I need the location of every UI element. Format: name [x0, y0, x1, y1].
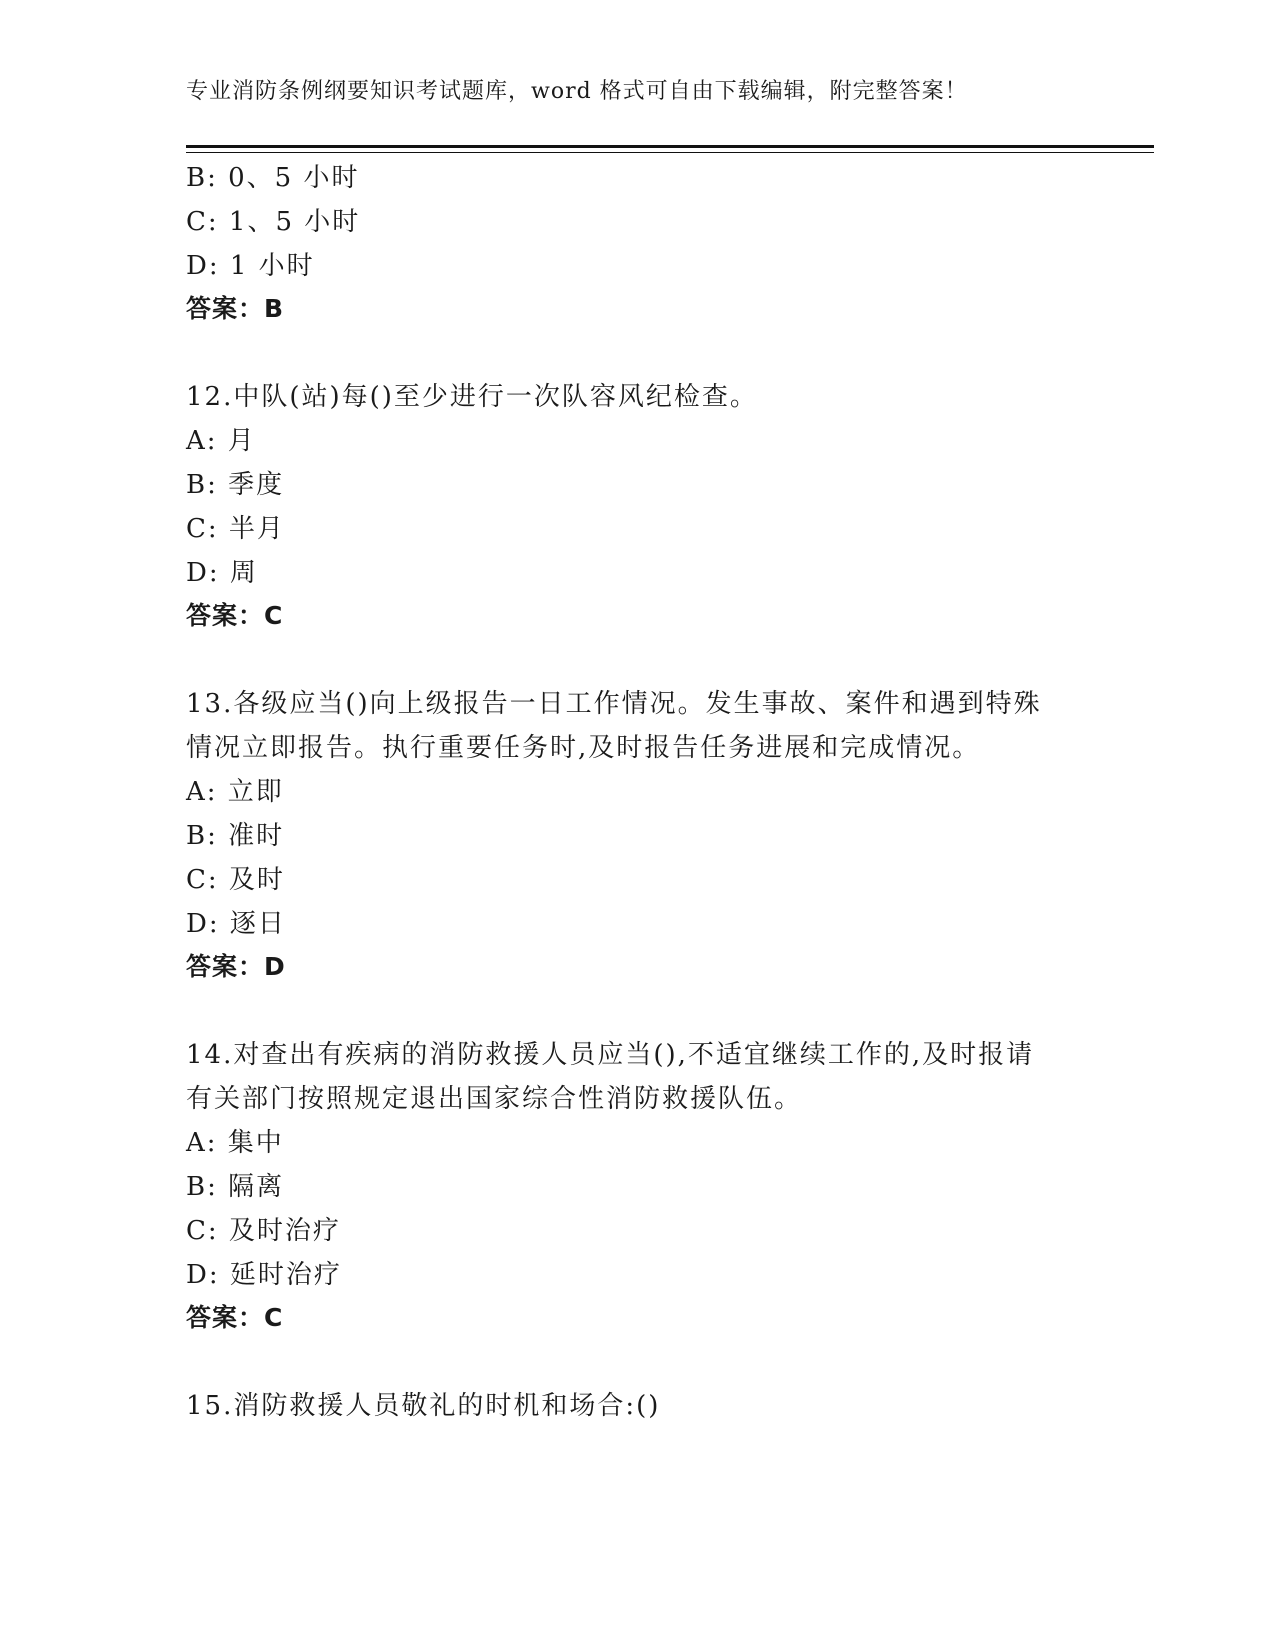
question-13-line-2: 情况立即报告。执行重要任务时,及时报告任务进展和完成情况。	[186, 733, 981, 763]
option-c: C: 及时	[186, 865, 285, 895]
answer: 答案：C	[186, 1303, 284, 1332]
option-c: C: 及时治疗	[186, 1216, 341, 1246]
answer: 答案：D	[186, 952, 286, 981]
option-c: C: 半月	[186, 514, 285, 544]
option-a: A: 立即	[186, 777, 284, 807]
option-d: D: 周	[186, 558, 258, 588]
question-14-line-2: 有关部门按照规定退出国家综合性消防救援队伍。	[186, 1084, 803, 1114]
question-15: 15.消防救援人员敬礼的时机和场合:()	[186, 1391, 661, 1421]
header-rule-thick	[186, 145, 1154, 148]
document-header: 专业消防条例纲要知识考试题库，word 格式可自由下载编辑，附完整答案！	[186, 79, 968, 104]
option-b: B: 0、5 小时	[186, 163, 360, 193]
answer: 答案：B	[186, 294, 285, 323]
header-rule-thin	[186, 152, 1154, 153]
option-a: A: 集中	[186, 1128, 284, 1158]
option-b: B: 隔离	[186, 1172, 285, 1202]
option-d: D: 逐日	[186, 909, 286, 939]
option-d: D: 延时治疗	[186, 1260, 342, 1290]
question-14-line-1: 14.对查出有疾病的消防救援人员应当(),不适宜继续工作的,及时报请	[186, 1040, 1035, 1070]
option-b: B: 季度	[186, 470, 285, 500]
answer: 答案：C	[186, 601, 284, 630]
option-c: C: 1、5 小时	[186, 207, 361, 237]
option-d: D: 1 小时	[186, 251, 315, 281]
question-13-line-1: 13.各级应当()向上级报告一日工作情况。发生事故、案件和遇到特殊	[186, 689, 1042, 719]
question-12: 12.中队(站)每()至少进行一次队容风纪检查。	[186, 382, 758, 412]
option-a: A: 月	[186, 426, 256, 456]
option-b: B: 准时	[186, 821, 285, 851]
